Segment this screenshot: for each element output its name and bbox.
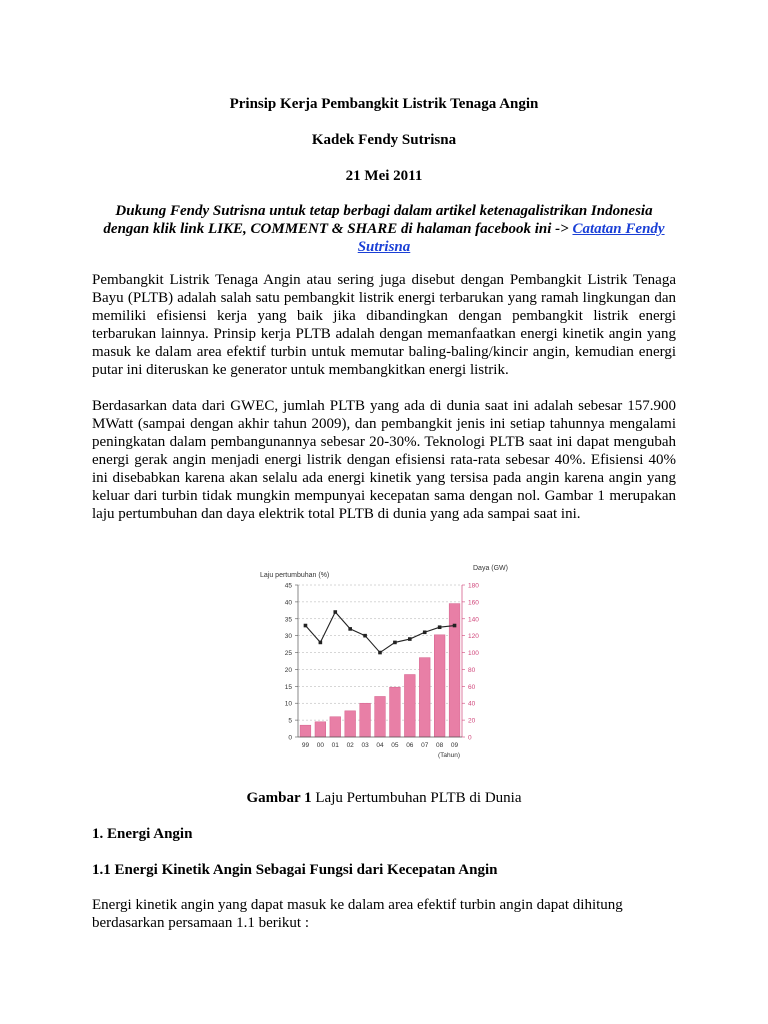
x-tick-label: 03 bbox=[361, 742, 369, 749]
x-tick-label: 99 bbox=[301, 742, 310, 749]
y-left-tick-label: 0 bbox=[288, 734, 292, 742]
author-name: Kadek Fendy Sutrisna bbox=[311, 132, 457, 148]
y-right-tick-label: 80 bbox=[468, 666, 476, 674]
x-axis-label: (Tahun) bbox=[437, 752, 460, 759]
figure-caption-label: Gambar 1 bbox=[246, 790, 312, 806]
growth-chart bbox=[250, 560, 520, 770]
x-tick-label: 08 bbox=[436, 742, 444, 749]
y-left-tick-label: 5 bbox=[288, 717, 292, 725]
paragraph-gwec: Berdasarkan data dari GWEC, jumlah PLTB yang ada di dunia saat ini adalah sebesar 157.900 MWatt (sampai dengan akhir tahun 2009), dan pembangkit jenis ini setiap tahunnya mengalami peningkatan dalam pembangunannya sebesar 20-30%. Teknologi PLTB saat ini dapat mengubah energi gerak angin menjadi energi listrik dengan efisiensi rata-rata sebesar 40%. Efisiensi 40% ini disebabkan karena akan selalu ada energi kinetik yang tersisa pada angin karena angin yang keluar dari turbin tidak mungkin mempunyai kecepatan sama dengan nol. Gambar 1 merupakan laju pertumbuhan dan daya elektrik total PLTB di dunia yang ada sampai saat ini. bbox=[92, 398, 676, 522]
x-tick-label: 06 bbox=[406, 742, 414, 749]
document-title: Prinsip Kerja Pembangkit Listrik Tenaga Angin bbox=[229, 96, 539, 112]
line-point bbox=[453, 624, 457, 628]
line-point bbox=[438, 625, 442, 629]
bar-daya bbox=[360, 703, 371, 737]
bar-daya bbox=[345, 711, 356, 737]
x-tick-label: 07 bbox=[421, 742, 429, 749]
line-point bbox=[304, 624, 308, 628]
line-point bbox=[319, 641, 323, 645]
line-point bbox=[408, 637, 412, 641]
bar-daya bbox=[300, 725, 311, 737]
y-right-tick-label: 40 bbox=[468, 700, 476, 708]
bar-daya bbox=[449, 604, 460, 737]
figure-caption bbox=[92, 789, 676, 807]
y-left-tick-label: 40 bbox=[284, 599, 292, 607]
line-point bbox=[378, 651, 382, 655]
y-left-tick-label: 10 bbox=[284, 700, 292, 708]
y-right-tick-label: 20 bbox=[468, 717, 476, 725]
y-left-tick-label: 35 bbox=[284, 616, 292, 624]
publish-date: 21 Mei 2011 bbox=[345, 168, 423, 184]
y-axis-right-label: Daya (GW) bbox=[473, 565, 508, 572]
line-point bbox=[423, 630, 427, 634]
promo-text: Dukung Fendy Sutrisna untuk tetap berbagi dalam artikel ketenagalistrikan Indonesia dengan klik link LIKE, COMMENT & SHARE di halaman facebook ini -> bbox=[103, 203, 653, 237]
subsection-heading-energi-kinetik: 1.1 Energi Kinetik Angin Sebagai Fungsi dari Kecepatan Angin bbox=[92, 862, 498, 878]
paragraph-intro: Pembangkit Listrik Tenaga Angin atau sering juga disebut dengan Pembangkit Listrik Tenaga Bayu (PLTB) adalah salah satu pembangkit listrik energi terbarukan yang ramah lingkungan dan memiliki efisiensi kerja yang baik jika dibandingkan dengan pembangkit listrik energi terbarukan lainnya. Prinsip kerja PLTB adalah dengan memanfaatkan energi kinetik angin yang masuk ke dalam area efektif turbin untuk memutar baling-baling/kincir angin, kemudian energi putar ini diteruskan ke generator untuk membangkitkan energi listrik. bbox=[92, 272, 676, 378]
bar-daya bbox=[404, 675, 415, 737]
line-point bbox=[348, 627, 352, 631]
y-right-tick-label: 140 bbox=[468, 616, 479, 624]
line-point bbox=[333, 610, 337, 614]
bar-daya bbox=[315, 722, 326, 737]
y-left-tick-label: 15 bbox=[284, 683, 292, 691]
line-laju-pertumbuhan bbox=[305, 612, 454, 653]
line-point bbox=[363, 634, 367, 638]
bar-daya bbox=[375, 696, 386, 737]
bar-daya bbox=[390, 687, 401, 737]
bar-daya bbox=[330, 717, 341, 737]
y-left-tick-label: 30 bbox=[284, 633, 292, 641]
bar-daya bbox=[419, 658, 430, 737]
y-right-tick-label: 180 bbox=[468, 582, 479, 590]
y-left-tick-label: 25 bbox=[284, 650, 292, 658]
line-point bbox=[393, 641, 397, 645]
y-left-tick-label: 45 bbox=[284, 582, 292, 590]
bar-daya bbox=[434, 635, 445, 737]
y-right-tick-label: 60 bbox=[468, 683, 476, 691]
facebook-notes-link[interactable]: Catatan Fendy Sutrisna bbox=[357, 221, 665, 255]
x-tick-label: 09 bbox=[450, 742, 459, 749]
x-tick-label: 04 bbox=[376, 742, 384, 749]
figure-caption-text: Laju Pertumbuhan PLTB di Dunia bbox=[311, 790, 522, 806]
y-right-tick-label: 100 bbox=[468, 650, 479, 658]
y-right-tick-label: 160 bbox=[468, 599, 479, 607]
x-tick-label: 05 bbox=[391, 742, 399, 749]
x-tick-label: 00 bbox=[316, 742, 324, 749]
y-axis-left-label: Laju pertumbuhan (%) bbox=[260, 572, 330, 579]
paragraph-energi-kinetik: Energi kinetik angin yang dapat masuk ke dalam area efektif turbin angin dapat dihitung berdasarkan persamaan 1.1 berikut : bbox=[92, 897, 623, 931]
y-right-tick-label: 0 bbox=[468, 734, 472, 742]
promo-message bbox=[92, 202, 676, 256]
section-heading-energi-angin: 1. Energi Angin bbox=[92, 826, 193, 842]
y-right-tick-label: 120 bbox=[468, 633, 479, 641]
y-left-tick-label: 20 bbox=[284, 666, 292, 674]
x-tick-label: 01 bbox=[331, 742, 339, 749]
x-tick-label: 02 bbox=[346, 742, 354, 749]
